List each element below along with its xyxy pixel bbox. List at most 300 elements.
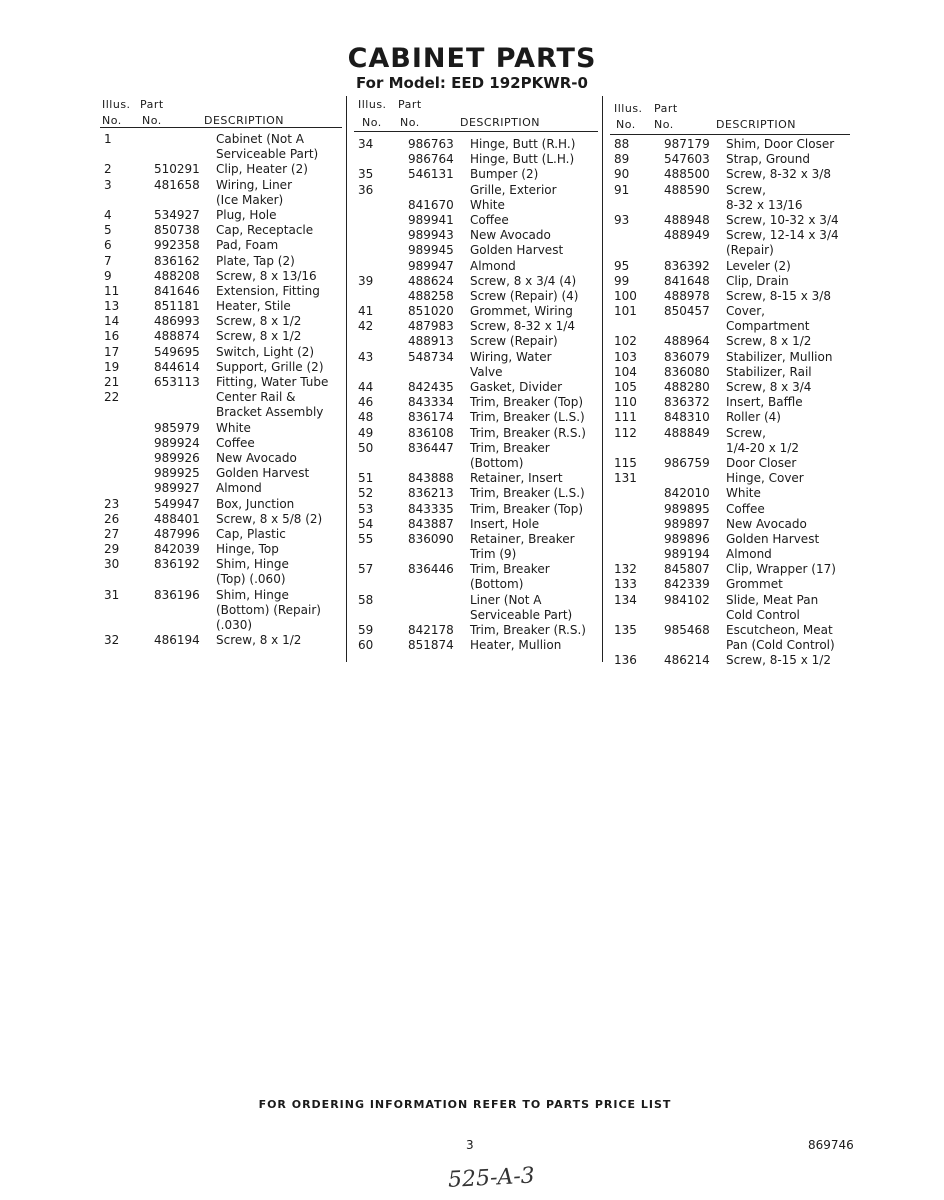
illus-number: 17 xyxy=(104,344,120,359)
part-number: 488590 xyxy=(664,182,710,197)
illus-number: 46 xyxy=(358,395,374,410)
header-rule xyxy=(100,127,342,128)
part-description: Roller (4) xyxy=(726,410,781,425)
part-description: Screw, 8-15 x 3/8 xyxy=(726,288,831,303)
part-description: Screw, xyxy=(726,425,766,440)
part-description: Wiring, Liner xyxy=(216,177,292,192)
part-description: Insert, Hole xyxy=(470,516,540,531)
part-description: Plate, Tap (2) xyxy=(216,253,295,268)
part-number: 989897 xyxy=(664,516,710,531)
part-number: 841648 xyxy=(664,273,710,288)
illus-number: 21 xyxy=(104,375,120,389)
part-description: Trim, Breaker (L.S.) xyxy=(470,410,585,425)
table-row xyxy=(100,238,342,253)
part-description: Screw, 8 x 5/8 (2) xyxy=(216,511,323,526)
part-number: 549695 xyxy=(154,344,200,359)
illus-number: 52 xyxy=(358,486,374,501)
illus-number: 41 xyxy=(358,304,374,319)
part-number: 488401 xyxy=(154,511,200,526)
table-row xyxy=(354,471,598,486)
table-row xyxy=(354,532,598,547)
part-description: Screw, 8 x 1/2 xyxy=(726,334,812,349)
table-row xyxy=(354,562,598,577)
table-row xyxy=(100,557,342,572)
table-row xyxy=(610,517,850,532)
table-row xyxy=(100,284,342,299)
table-row xyxy=(354,426,598,441)
part-number: 989896 xyxy=(664,531,710,546)
table-row xyxy=(100,329,342,344)
illus-number: 136 xyxy=(614,653,637,668)
part-number: 836196 xyxy=(154,587,200,602)
parts-rows xyxy=(100,132,342,648)
part-number: 986763 xyxy=(408,137,454,151)
part-description: Retainer, Breaker xyxy=(470,531,575,546)
part-number: 989945 xyxy=(408,243,454,258)
part-description: Insert, Baffle xyxy=(726,395,803,410)
part-number: 842010 xyxy=(664,486,710,501)
illus-header: Illus. xyxy=(614,102,643,115)
part-number: 842039 xyxy=(154,542,200,557)
table-row xyxy=(100,481,342,496)
part-description: Trim, Breaker (L.S.) xyxy=(470,486,585,501)
part-number: 488964 xyxy=(664,334,710,349)
table-row xyxy=(100,572,342,587)
table-row xyxy=(354,243,598,258)
part-description: Heater, Mullion xyxy=(470,638,562,653)
part-description: Compartment xyxy=(726,319,810,334)
part-description: (.030) xyxy=(216,618,253,632)
table-row xyxy=(100,178,342,193)
table-row xyxy=(100,421,342,436)
part-description: Screw, 8 x 1/2 xyxy=(216,329,302,344)
parts-rows xyxy=(354,137,598,653)
part-no-header: No. xyxy=(654,118,674,131)
part-number: 487996 xyxy=(154,526,200,541)
part-description: White xyxy=(216,420,251,435)
part-number: 836079 xyxy=(664,349,710,364)
part-number: 989925 xyxy=(154,466,200,481)
illus-number: 30 xyxy=(104,557,120,572)
table-row xyxy=(354,395,598,410)
part-description: Bracket Assembly xyxy=(216,405,324,420)
part-description: Leveler (2) xyxy=(726,258,791,273)
part-description: Extension, Fitting xyxy=(216,283,320,298)
illus-number: 34 xyxy=(358,137,374,151)
table-row xyxy=(610,274,850,289)
table-row xyxy=(354,198,598,213)
illus-number: 14 xyxy=(104,314,120,329)
table-row xyxy=(100,497,342,512)
illus-number: 9 xyxy=(104,268,112,283)
illus-number: 115 xyxy=(614,455,637,470)
table-row xyxy=(610,395,850,410)
table-row xyxy=(354,183,598,198)
illus-number: 135 xyxy=(614,623,637,637)
part-description: Screw, xyxy=(726,182,766,197)
table-row xyxy=(610,441,850,456)
part-description: (Repair) xyxy=(726,243,774,258)
illus-number: 2 xyxy=(104,162,112,177)
table-row xyxy=(610,380,850,395)
illus-number: 49 xyxy=(358,425,374,440)
description-header: DESCRIPTION xyxy=(460,116,540,129)
part-description: Bumper (2) xyxy=(470,167,539,182)
part-description: Trim, Breaker (Top) xyxy=(470,501,584,516)
part-description: Wiring, Water xyxy=(470,349,552,364)
table-row xyxy=(610,365,850,380)
part-number: 488913 xyxy=(408,334,454,349)
illus-number: 88 xyxy=(614,137,630,151)
part-number: 989194 xyxy=(664,547,710,562)
table-row xyxy=(100,299,342,314)
part-number: 851181 xyxy=(154,299,200,314)
part-description: Support, Grille (2) xyxy=(216,359,324,374)
part-description: Trim, Breaker xyxy=(470,440,550,455)
table-row xyxy=(610,198,850,213)
illus-number: 54 xyxy=(358,516,374,531)
part-description: Trim, Breaker (R.S.) xyxy=(470,425,586,440)
illus-number: 3 xyxy=(104,177,112,192)
part-description: Screw (Repair) xyxy=(470,334,558,349)
part-number: 836447 xyxy=(408,440,454,455)
illus-number: 111 xyxy=(614,410,637,425)
table-row xyxy=(100,254,342,269)
illus-number: 55 xyxy=(358,531,374,546)
part-number: 836192 xyxy=(154,557,200,572)
part-number: 843334 xyxy=(408,395,454,410)
illus-number: 134 xyxy=(614,592,637,607)
illus-number: 4 xyxy=(104,207,112,222)
table-row xyxy=(100,527,342,542)
part-number: 850738 xyxy=(154,223,200,238)
part-number: 836108 xyxy=(408,425,454,440)
part-number: 989895 xyxy=(664,501,710,516)
part-description: Screw, 8-15 x 1/2 xyxy=(726,653,831,668)
illus-number: 89 xyxy=(614,152,630,167)
part-description: Golden Harvest xyxy=(470,243,564,258)
part-number: 989941 xyxy=(408,212,454,227)
part-description: Pad, Foam xyxy=(216,238,279,253)
table-row xyxy=(610,562,850,577)
illus-number: 42 xyxy=(358,319,374,334)
table-row xyxy=(610,228,850,243)
part-number: 989926 xyxy=(154,450,200,465)
header-rule xyxy=(610,134,850,135)
illus-number: 6 xyxy=(104,238,112,253)
part-number: 548734 xyxy=(408,349,454,364)
table-row xyxy=(610,456,850,471)
table-row xyxy=(354,517,598,532)
part-description: (Top) (.060) xyxy=(216,572,286,587)
table-row xyxy=(610,608,850,623)
illus-number: 102 xyxy=(614,334,637,349)
handwritten-note-text: 525-A-3 xyxy=(447,1163,536,1193)
part-description: White xyxy=(726,486,761,501)
part-description: Cap, Receptacle xyxy=(216,223,314,238)
table-row xyxy=(610,183,850,198)
table-row xyxy=(354,213,598,228)
part-description: Coffee xyxy=(726,501,765,516)
part-number: 510291 xyxy=(154,162,200,177)
table-row xyxy=(100,375,342,390)
column-header xyxy=(100,96,342,136)
part-description: Fitting, Water Tube xyxy=(216,375,329,389)
part-number: 487983 xyxy=(408,319,454,334)
part-number: 989927 xyxy=(154,481,200,496)
part-number: 546131 xyxy=(408,167,454,182)
part-number: 488948 xyxy=(664,212,710,227)
part-description: New Avocado xyxy=(470,228,551,243)
part-number: 488500 xyxy=(664,167,710,182)
table-row xyxy=(354,137,598,152)
part-no-header: No. xyxy=(142,114,162,127)
illus-number: 11 xyxy=(104,283,120,298)
illus-number: 103 xyxy=(614,349,637,364)
part-number: 989924 xyxy=(154,435,200,450)
part-description: Box, Junction xyxy=(216,496,295,511)
part-number: 488849 xyxy=(664,425,710,440)
part-description: Cold Control xyxy=(726,607,800,622)
table-row xyxy=(610,319,850,334)
table-row xyxy=(354,441,598,456)
part-number: 841646 xyxy=(154,283,200,298)
header-rule xyxy=(354,131,598,132)
part-description: Gasket, Divider xyxy=(470,380,563,394)
part-number: 547603 xyxy=(664,152,710,167)
part-number: 848310 xyxy=(664,410,710,425)
table-row xyxy=(354,228,598,243)
part-description: Valve xyxy=(470,364,503,379)
illus-number: 13 xyxy=(104,299,120,314)
illus-number: 133 xyxy=(614,577,637,592)
part-description: Trim (9) xyxy=(470,547,517,562)
part-description: Grommet, Wiring xyxy=(470,304,573,319)
table-row xyxy=(354,167,598,182)
table-row xyxy=(610,410,850,425)
illus-number: 7 xyxy=(104,253,112,268)
table-row xyxy=(100,345,342,360)
illus-number: 57 xyxy=(358,562,374,577)
part-number: 488949 xyxy=(664,228,710,243)
table-row xyxy=(610,471,850,486)
part-number: 836174 xyxy=(408,410,454,425)
part-number: 989947 xyxy=(408,258,454,273)
part-description: Hinge, Cover xyxy=(726,471,804,486)
table-row xyxy=(100,193,342,208)
part-description: Trim, Breaker (Top) xyxy=(470,395,584,410)
part-description: Hinge, Butt (R.H.) xyxy=(470,137,576,151)
illus-number: 26 xyxy=(104,511,120,526)
description-header: DESCRIPTION xyxy=(204,114,284,127)
table-row xyxy=(100,223,342,238)
illus-number: 60 xyxy=(358,638,374,653)
table-row xyxy=(100,618,342,633)
table-row xyxy=(610,334,850,349)
part-number: 486993 xyxy=(154,314,200,329)
illus-number: 99 xyxy=(614,273,630,288)
illus-number: 23 xyxy=(104,496,120,511)
table-row xyxy=(610,502,850,517)
illus-no-header: No. xyxy=(616,118,636,131)
table-row xyxy=(610,350,850,365)
part-description: Hinge, Butt (L.H.) xyxy=(470,152,575,167)
illus-number: 29 xyxy=(104,542,120,557)
part-number: 488258 xyxy=(408,288,454,303)
part-description: Escutcheon, Meat xyxy=(726,623,833,637)
part-description: Coffee xyxy=(216,435,255,450)
part-number: 843887 xyxy=(408,516,454,531)
table-row xyxy=(354,456,598,471)
part-number: 986759 xyxy=(664,455,710,470)
part-description: Retainer, Insert xyxy=(470,471,563,486)
part-description: Cap, Plastic xyxy=(216,526,286,541)
table-row xyxy=(610,486,850,501)
part-number: 488624 xyxy=(408,273,454,288)
part-description: Screw, 8-32 x 1/4 xyxy=(470,319,575,334)
illus-number: 59 xyxy=(358,623,374,637)
part-number: 850457 xyxy=(664,304,710,319)
illus-number: 58 xyxy=(358,592,374,607)
illus-number: 39 xyxy=(358,273,374,288)
illus-number: 16 xyxy=(104,329,120,344)
part-description: Hinge, Top xyxy=(216,542,279,557)
column-header xyxy=(610,96,850,136)
illus-number: 110 xyxy=(614,395,637,410)
illus-number: 131 xyxy=(614,471,637,486)
illus-no-header: No. xyxy=(102,114,122,127)
table-row xyxy=(100,603,342,618)
part-description: Center Rail & xyxy=(216,390,296,405)
part-description: Golden Harvest xyxy=(726,531,820,546)
table-row xyxy=(610,167,850,182)
part-description: Shim, Hinge xyxy=(216,587,289,602)
column-header xyxy=(354,96,598,136)
part-description: Almond xyxy=(726,547,772,562)
part-description: Screw, 12-14 x 3/4 xyxy=(726,228,839,243)
part-number: 486214 xyxy=(664,653,710,668)
part-description: Strap, Ground xyxy=(726,152,810,167)
part-number: 549947 xyxy=(154,496,200,511)
illus-number: 44 xyxy=(358,380,374,394)
illus-number: 50 xyxy=(358,440,374,455)
part-number: 843888 xyxy=(408,471,454,486)
illus-number: 132 xyxy=(614,562,637,577)
table-row xyxy=(610,638,850,653)
illus-number: 100 xyxy=(614,288,637,303)
illus-number: 48 xyxy=(358,410,374,425)
part-description: Cover, xyxy=(726,304,765,319)
part-description: Screw, 8 x 1/2 xyxy=(216,314,302,329)
parts-column-1 xyxy=(100,96,342,656)
part-description: Grille, Exterior xyxy=(470,182,557,197)
table-row xyxy=(610,532,850,547)
table-row xyxy=(610,243,850,258)
part-number: 842178 xyxy=(408,623,454,637)
part-description: 8-32 x 13/16 xyxy=(726,197,803,212)
illus-number: 51 xyxy=(358,471,374,486)
part-number: 836446 xyxy=(408,562,454,577)
part-description: (Bottom) xyxy=(470,455,524,470)
table-row xyxy=(354,152,598,167)
table-row xyxy=(354,547,598,562)
part-description: Plug, Hole xyxy=(216,207,277,222)
part-description: Shim, Door Closer xyxy=(726,137,835,151)
illus-number: 105 xyxy=(614,380,637,394)
part-description: Screw, 8-32 x 3/8 xyxy=(726,167,831,182)
part-description: Clip, Heater (2) xyxy=(216,162,308,177)
illus-number: 91 xyxy=(614,182,630,197)
table-row xyxy=(354,502,598,517)
table-row xyxy=(354,410,598,425)
description-header: DESCRIPTION xyxy=(716,118,796,131)
illus-number: 32 xyxy=(104,633,120,648)
illus-number: 1 xyxy=(104,132,112,146)
part-number: 653113 xyxy=(154,375,200,389)
part-number: 836162 xyxy=(154,253,200,268)
illus-number: 90 xyxy=(614,167,630,182)
part-description: (Bottom) (Repair) xyxy=(216,602,321,617)
table-row xyxy=(100,588,342,603)
table-row xyxy=(100,436,342,451)
illus-header: Illus. xyxy=(102,98,131,111)
table-row xyxy=(100,542,342,557)
handwritten-note xyxy=(444,1160,584,1194)
part-description: Screw (Repair) (4) xyxy=(470,288,579,303)
table-row xyxy=(100,512,342,527)
part-no-header: No. xyxy=(400,116,420,129)
part-description: Clip, Wrapper (17) xyxy=(726,562,836,577)
table-row xyxy=(354,304,598,319)
table-row xyxy=(100,147,342,162)
part-number: 987179 xyxy=(664,137,710,151)
part-description: Shim, Hinge xyxy=(216,557,289,572)
part-number: 851020 xyxy=(408,304,454,319)
part-description: Golden Harvest xyxy=(216,466,310,481)
table-row xyxy=(354,623,598,638)
table-row xyxy=(610,593,850,608)
table-row xyxy=(610,426,850,441)
column-divider xyxy=(346,96,347,662)
part-description: Screw, 10-32 x 3/4 xyxy=(726,212,839,227)
table-row xyxy=(354,608,598,623)
part-number: 842339 xyxy=(664,577,710,592)
part-number: 486194 xyxy=(154,633,200,648)
part-number: 843335 xyxy=(408,501,454,516)
part-number: 844614 xyxy=(154,359,200,374)
illus-number: 36 xyxy=(358,182,374,197)
page-title: CABINET PARTS xyxy=(347,43,597,74)
table-row xyxy=(100,314,342,329)
part-description: New Avocado xyxy=(216,450,297,465)
ordering-information-note: FOR ORDERING INFORMATION REFER TO PARTS PRICE LIST xyxy=(258,1098,672,1111)
parts-rows xyxy=(610,137,850,669)
part-description: Almond xyxy=(216,481,262,496)
illus-no-header: No. xyxy=(362,116,382,129)
part-description: Pan (Cold Control) xyxy=(726,638,835,653)
table-row xyxy=(354,259,598,274)
illus-number: 19 xyxy=(104,359,120,374)
part-description: Serviceable Part) xyxy=(470,607,573,622)
part-number: 985468 xyxy=(664,623,710,637)
part-number: 836090 xyxy=(408,531,454,546)
part-number: 985979 xyxy=(154,420,200,435)
part-header: Part xyxy=(140,98,164,111)
column-divider xyxy=(602,96,603,662)
table-row xyxy=(610,259,850,274)
part-description: Screw, 8 x 13/16 xyxy=(216,268,317,283)
part-description: Door Closer xyxy=(726,455,797,470)
